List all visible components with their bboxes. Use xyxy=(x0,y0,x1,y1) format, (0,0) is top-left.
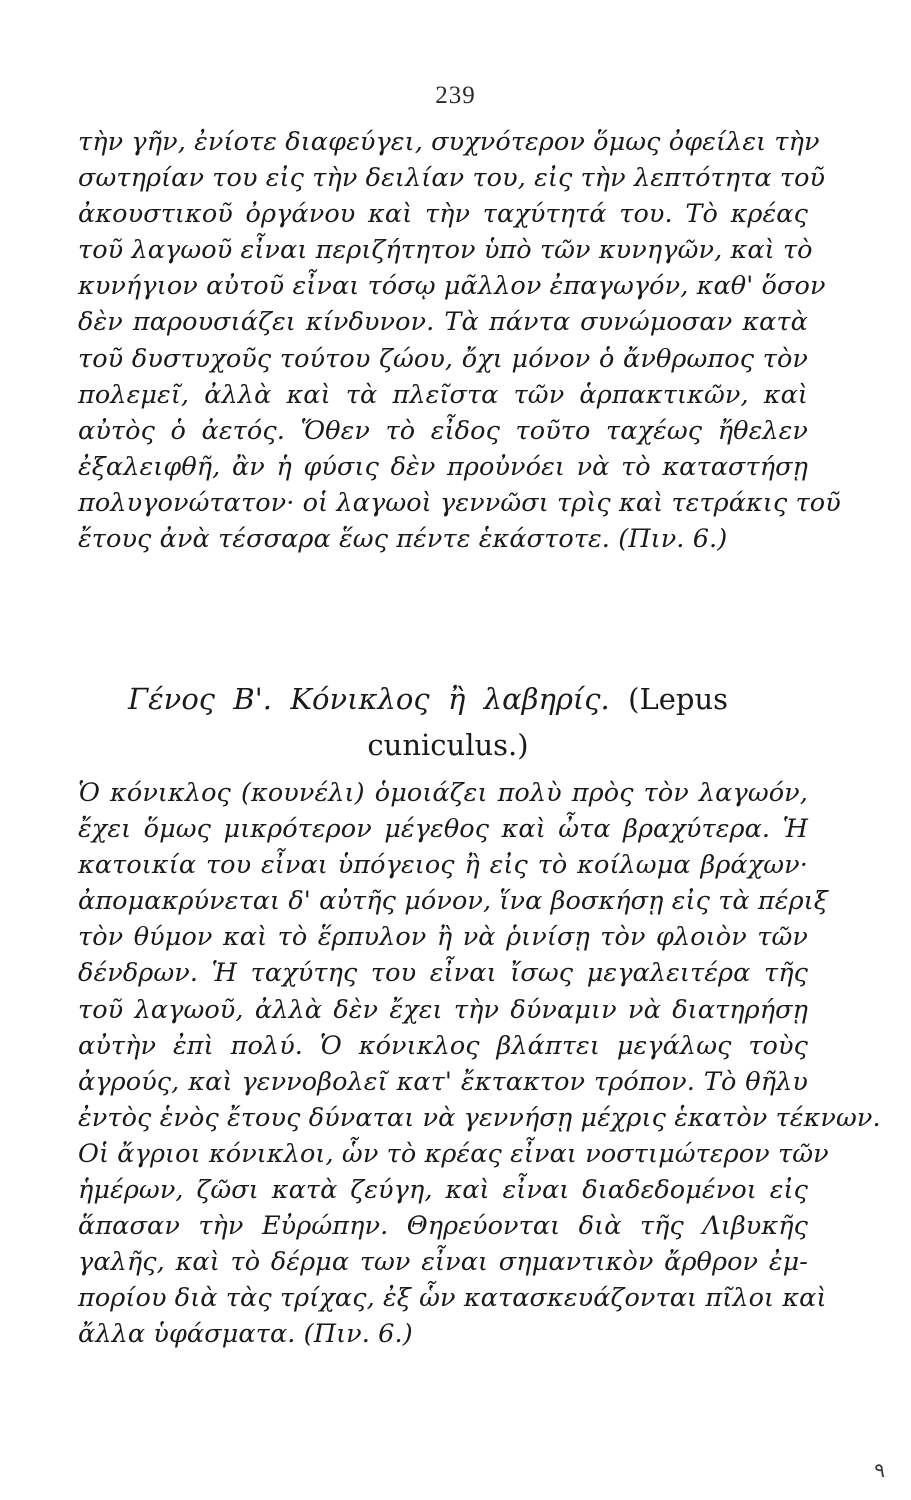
text-line: ἡμέρων, ζῶσι κατὰ ζεύγη, καὶ εἶναι διαδεδομένοι εἰς xyxy=(78,1175,808,1206)
text-line: Οἱ ἄγριοι κόνικλοι, ὧν τὸ κρέας εἶναι νοστιμώτερον τῶν xyxy=(78,1138,829,1169)
text-line: ἀγρούς, καὶ γεννοβολεῖ κατ' ἔκτακτον τρόπον. Τὸ θῆλυ xyxy=(78,1066,808,1097)
text-line: πολεμεῖ, ἀλλὰ καὶ τὰ πλεῖστα τῶν ἁρπακτικῶν, καὶ xyxy=(78,379,808,410)
text-line: ἅπασαν τὴν Εὐρώπην. Θηρεύονται διὰ τῆς Λιβυκῆς xyxy=(78,1211,808,1242)
text-line: ἐντὸς ἑνὸς ἔτους δύναται νὰ γεννήσῃ μέχρις ἑκατὸν τέκνων. xyxy=(78,1102,881,1133)
heading-latin-open: (Lepus xyxy=(628,682,729,716)
text-line: ἄλλα ὑφάσματα. (Πιν. 6.) xyxy=(78,1319,413,1350)
text-line: σωτηρίαν του εἰς τὴν δειλίαν του, εἰς τὴν λεπτότητα τοῦ xyxy=(78,163,826,194)
heading-line-1 xyxy=(128,676,728,722)
text-line: ἀπομακρύνεται δ' αὐτῆς μόνον, ἵνα βοσκήσῃ εἰς τὰ πέριξ xyxy=(78,886,828,917)
text-line: δὲν παρουσιάζει κίνδυνον. Τὰ πάντα συνώμοσαν κατὰ xyxy=(78,307,808,338)
paragraph-rabbit xyxy=(78,775,881,1353)
text-line: τὴν γῆν, ἐνίοτε διαφεύγει, συχνότερον ὅμως ὀφείλει τὴν xyxy=(78,127,820,157)
text-line: κυνήγιον αὐτοῦ εἶναι τόσῳ μᾶλλον ἐπαγωγόν, καθ' ὅσον xyxy=(78,271,826,302)
heading-genus: Γένος Β'. Κόνικλος ἢ λαβηρίς. xyxy=(128,682,610,716)
text-line: γαλῆς, καὶ τὸ δέρμα των εἶναι σημαντικὸν ἄρθρον ἐμ- xyxy=(78,1247,808,1278)
page-number: 239 xyxy=(435,82,476,109)
text-line: αὐτὸς ὁ ἀετός. Ὅθεν τὸ εἶδος τοῦτο ταχέως ἤθελεν xyxy=(78,415,808,446)
text-line: τοῦ δυστυχοῦς τούτου ζώου, ὄχι μόνον ὁ ἄνθρωπος τὸν xyxy=(78,343,808,374)
text-line: τὸν θύμον καὶ τὸ ἕρπυλον ἢ νὰ ῥινίσῃ τὸν φλοιὸν τῶν xyxy=(78,922,808,953)
text-line: Ὁ κόνικλος (κουνέλι) ὁμοιάζει πολὺ πρὸς τὸν λαγωόν, xyxy=(78,778,808,808)
text-line: αὐτὴν ἐπὶ πολύ. Ὁ κόνικλος βλάπτει μεγάλως τοὺς xyxy=(78,1030,808,1061)
text-line: πορίου διὰ τὰς τρίχας, ἐξ ὧν κατασκευάζονται πῖλοι καὶ xyxy=(78,1283,827,1314)
text-line: ἐξαλειφθῆ, ἂν ἡ φύσις δὲν προὐνόει νὰ τὸ καταστήσῃ xyxy=(78,451,808,482)
text-line: δένδρων. Ἡ ταχύτης του εἶναι ἴσως μεγαλειτέρα τῆς xyxy=(78,958,808,989)
text-line: τοῦ λαγωοῦ εἶναι περιζήτητον ὑπὸ τῶν κυνηγῶν, καὶ τὸ xyxy=(78,235,813,266)
text-line: ἔχει ὅμως μικρότερον μέγεθος καὶ ὦτα βραχύτερα. Ἡ xyxy=(78,814,808,845)
text-line: ἀκουστικοῦ ὀργάνου καὶ τὴν ταχύτητά του. Τὸ κρέας xyxy=(78,199,808,230)
text-line: κατοικία του εἶναι ὑπόγειος ἢ εἰς τὸ κοίλωμα βράχων· xyxy=(78,850,808,881)
heading-latin-close: cuniculus.) xyxy=(367,728,529,762)
text-line: τοῦ λαγωοῦ, ἀλλὰ δὲν ἔχει τὴν δύναμιν νὰ διατηρήσῃ xyxy=(78,994,808,1025)
corner-mark: ٩ xyxy=(874,1458,885,1482)
paragraph-hare-continued xyxy=(78,124,841,557)
text-line: πολυγονώτατον· οἱ λαγωοὶ γεννῶσι τρὶς καὶ τετράκις τοῦ xyxy=(78,487,841,518)
section-heading-rabbit xyxy=(128,676,728,768)
text-line: ἔτους ἀνὰ τέσσαρα ἕως πέντε ἑκάστοτε. (Πιν. 6.) xyxy=(78,524,728,555)
